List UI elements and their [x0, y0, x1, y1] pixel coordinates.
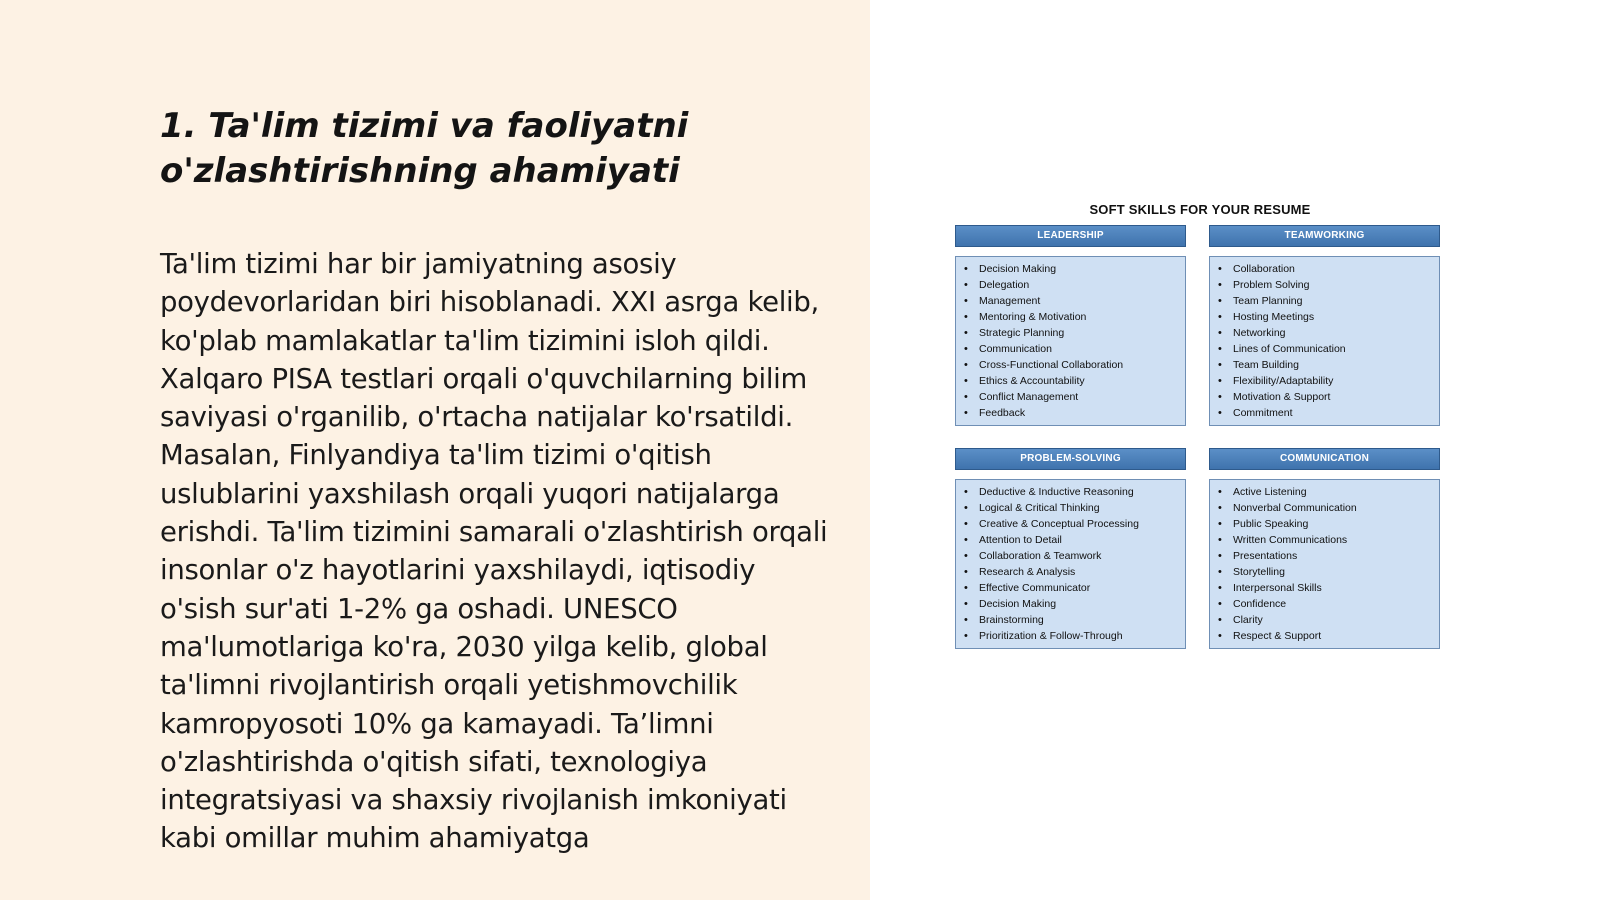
skill-item: • Storytelling: [1218, 564, 1433, 580]
skill-item: • Motivation & Support: [1218, 389, 1433, 405]
skill-item: • Flexibility/Adaptability: [1218, 373, 1433, 389]
skill-item: • Active Listening: [1218, 484, 1433, 500]
skill-item: • Management: [964, 293, 1179, 309]
skill-item: • Strategic Planning: [964, 325, 1179, 341]
skill-item: • Lines of Communication: [1218, 341, 1433, 357]
skill-item: • Networking: [1218, 325, 1433, 341]
skill-item: • Prioritization & Follow-Through: [964, 628, 1179, 644]
skill-item: • Cross-Functional Collaboration: [964, 357, 1179, 373]
skill-item: • Presentations: [1218, 548, 1433, 564]
group-box: [1209, 256, 1440, 426]
group-header: TEAMWORKING: [1209, 225, 1440, 247]
group-box: [1209, 479, 1440, 649]
skill-item: • Confidence: [1218, 596, 1433, 612]
skill-item: • Nonverbal Communication: [1218, 500, 1433, 516]
figure-title: SOFT SKILLS FOR YOUR RESUME: [1089, 202, 1311, 217]
skill-item: • Logical & Critical Thinking: [964, 500, 1179, 516]
group-header: LEADERSHIP: [955, 225, 1186, 247]
skill-item: • Collaboration: [1218, 261, 1433, 277]
skill-item: • Brainstorming: [964, 612, 1179, 628]
skill-item: • Problem Solving: [1218, 277, 1433, 293]
skill-item: • Delegation: [964, 277, 1179, 293]
skill-item: • Effective Communicator: [964, 580, 1179, 596]
skill-item: • Mentoring & Motivation: [964, 309, 1179, 325]
skill-item: • Research & Analysis: [964, 564, 1179, 580]
skill-item: • Clarity: [1218, 612, 1433, 628]
skill-group-leadership: [955, 225, 1186, 426]
soft-skills-figure: [955, 200, 1445, 650]
skill-item: • Deductive & Inductive Reasoning: [964, 484, 1179, 500]
skill-item: • Respect & Support: [1218, 628, 1433, 644]
skill-item: • Communication: [964, 341, 1179, 357]
skill-list: [964, 261, 1179, 421]
skill-item: • Decision Making: [964, 261, 1179, 277]
skill-item: • Creative & Conceptual Processing: [964, 516, 1179, 532]
group-header: PROBLEM-SOLVING: [955, 448, 1186, 470]
skill-item: • Interpersonal Skills: [1218, 580, 1433, 596]
skill-item: • Team Planning: [1218, 293, 1433, 309]
skill-list: [964, 484, 1179, 644]
slide-title: 1. Ta'lim tizimi va faoliyatni o'zlashtirishning ahamiyati: [160, 106, 689, 191]
skill-item: • Decision Making: [964, 596, 1179, 612]
skill-item: • Public Speaking: [1218, 516, 1433, 532]
skill-item: • Written Communications: [1218, 532, 1433, 548]
skill-group-teamworking: [1209, 225, 1440, 426]
skill-item: • Hosting Meetings: [1218, 309, 1433, 325]
skill-item: • Commitment: [1218, 405, 1433, 421]
skill-item: • Attention to Detail: [964, 532, 1179, 548]
group-box: [955, 256, 1186, 426]
skill-item: • Collaboration & Teamwork: [964, 548, 1179, 564]
skill-group-communication: [1209, 448, 1440, 649]
skill-item: • Ethics & Accountability: [964, 373, 1179, 389]
slide-body-text: Ta'lim tizimi har bir jamiyatning asosiy poydevorlaridan biri hisoblanadi. XXI asrga kelib, ko'plab mamlakatlar ta'lim tizimini isloh qildi. Xalqaro PISA testlari orqali o'quvchilarning bilim saviyasi o'rganilib, o'rtacha natijalar ko'rsatildi. Masalan, Finlyandiya ta'lim tizimi o'qitish uslublarini yaxshilash orqali yuqori natijalarga erishdi. Ta'lim tizimini samarali o'zlashtirish orqali insonlar o'z hayotlarini yaxshilaydi, iqtisodiy o'sish sur'ati 1-2% ga oshadi. UNESCO ma'lumotlariga ko'ra, 2030 yilga kelib, global ta'limni rivojlantirish orqali yetishmovchilik kamropyosoti 10% ga kamayadi. Ta’limni o'zlashtirishda o'qitish sifati, texnologiya integratsiyasi va shaxsiy rivojlanish imkoniyati kabi omillar muhim ahamiyatga: [160, 248, 828, 855]
skill-list: [1218, 484, 1433, 644]
skill-item: • Conflict Management: [964, 389, 1179, 405]
skill-item: • Team Building: [1218, 357, 1433, 373]
group-header: COMMUNICATION: [1209, 448, 1440, 470]
skill-group-problem-solving: [955, 448, 1186, 649]
skill-list: [1218, 261, 1433, 421]
group-box: [955, 479, 1186, 649]
skill-item: • Feedback: [964, 405, 1179, 421]
